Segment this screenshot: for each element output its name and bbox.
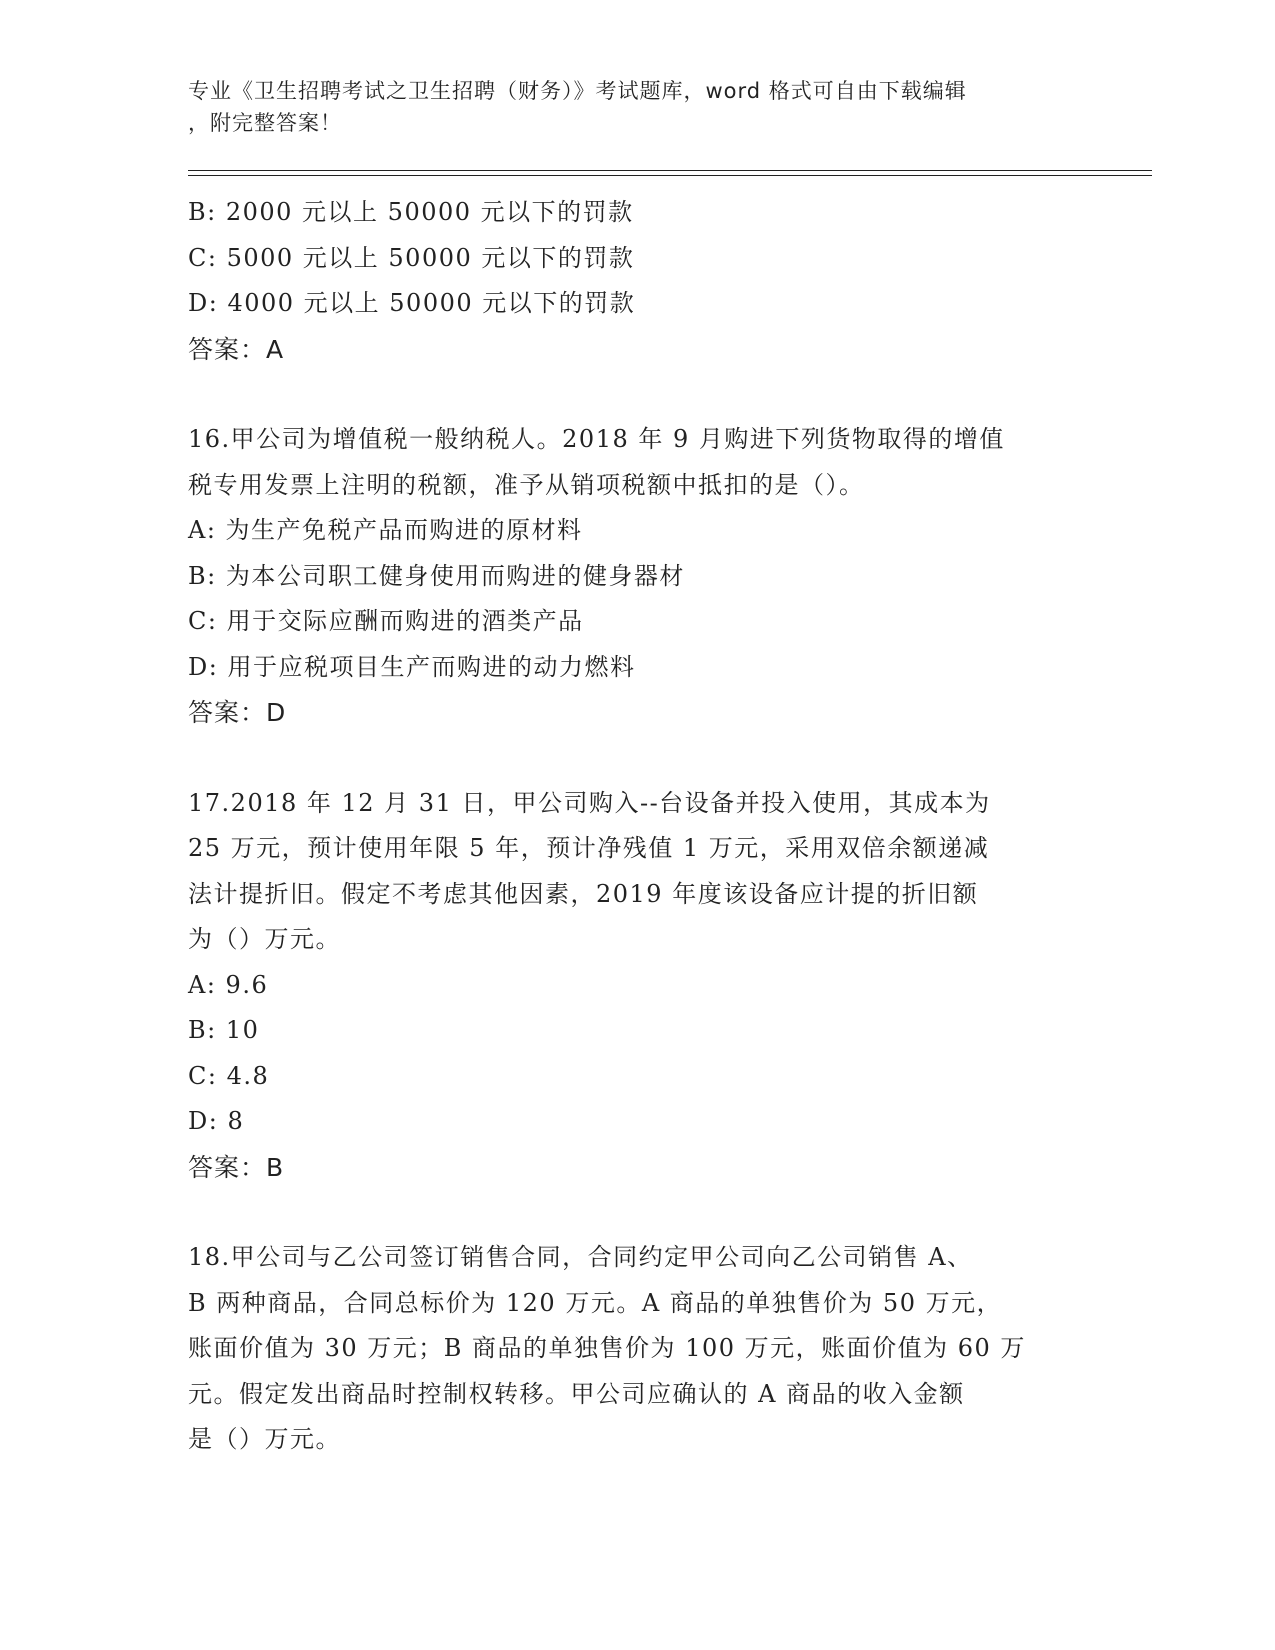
option-a: A: 9.6: [188, 970, 269, 999]
answer: 答案：B: [188, 1152, 285, 1182]
document-header: [188, 75, 1068, 139]
answer: 答案：D: [188, 698, 287, 727]
spacer: [188, 1190, 1088, 1235]
spacer: [188, 736, 1088, 781]
option-b: B: 2000 元以上 50000 元以下的罚款: [188, 198, 634, 226]
option-d: D: 8: [188, 1107, 245, 1135]
question-text-line: B 两种商品，合同总标价为 120 万元。A 商品的单独售价为 50 万元，: [188, 1288, 1003, 1317]
question-15-tail: [188, 190, 1088, 372]
question-text-line: 18.甲公司与乙公司签订销售合同，合同约定甲公司向乙公司销售 A、: [188, 1243, 973, 1271]
document-body: [188, 190, 1088, 1463]
option-b: B: 10: [188, 1016, 260, 1044]
option-b: B: 为本公司职工健身使用而购进的健身器材: [188, 561, 685, 590]
option-c: C: 4.8: [188, 1061, 270, 1090]
answer: 答案：A: [188, 334, 285, 364]
option-a: A: 为生产免税产品而购进的原材料: [188, 516, 583, 544]
question-18: [188, 1235, 1088, 1463]
option-d: D: 用于应税项目生产而购进的动力燃料: [188, 652, 636, 681]
option-c: C: 5000 元以上 50000 元以下的罚款: [188, 243, 635, 272]
question-text-line: 账面价值为 30 万元；B 商品的单独售价为 100 万元，账面价值为 60 万: [188, 1334, 1026, 1362]
question-text-line: 法计提折旧。假定不考虑其他因素，2019 年度该设备应计提的折旧额: [188, 879, 979, 908]
question-text-line: 为（）万元。: [188, 925, 341, 953]
question-text-line: 17.2018 年 12 月 31 日，甲公司购入--台设备并投入使用，其成本为: [188, 788, 991, 817]
header-divider-top: [188, 170, 1152, 171]
question-16: [188, 417, 1088, 736]
question-text-line: 25 万元，预计使用年限 5 年，预计净残值 1 万元，采用双倍余额递减: [188, 834, 990, 862]
question-text-line: 16.甲公司为增值税一般纳税人。2018 年 9 月购进下列货物取得的增值: [188, 425, 1005, 453]
header-line-2: ，附完整答案！: [188, 111, 342, 135]
header-divider-bottom: [188, 175, 1152, 176]
option-c: C: 用于交际应酬而购进的酒类产品: [188, 607, 584, 635]
question-text-line: 元。假定发出商品时控制权转移。甲公司应确认的 A 商品的收入金额: [188, 1379, 965, 1408]
header-line-1: 专业《卫生招聘考试之卫生招聘（财务）》考试题库，word 格式可自由下载编辑: [188, 79, 967, 103]
question-17: [188, 781, 1088, 1191]
spacer: [188, 372, 1088, 417]
option-d: D: 4000 元以上 50000 元以下的罚款: [188, 289, 636, 317]
question-text-line: 是（）万元。: [188, 1425, 341, 1453]
question-text-line: 税专用发票上注明的税额，准予从销项税额中抵扣的是（）。: [188, 470, 865, 499]
